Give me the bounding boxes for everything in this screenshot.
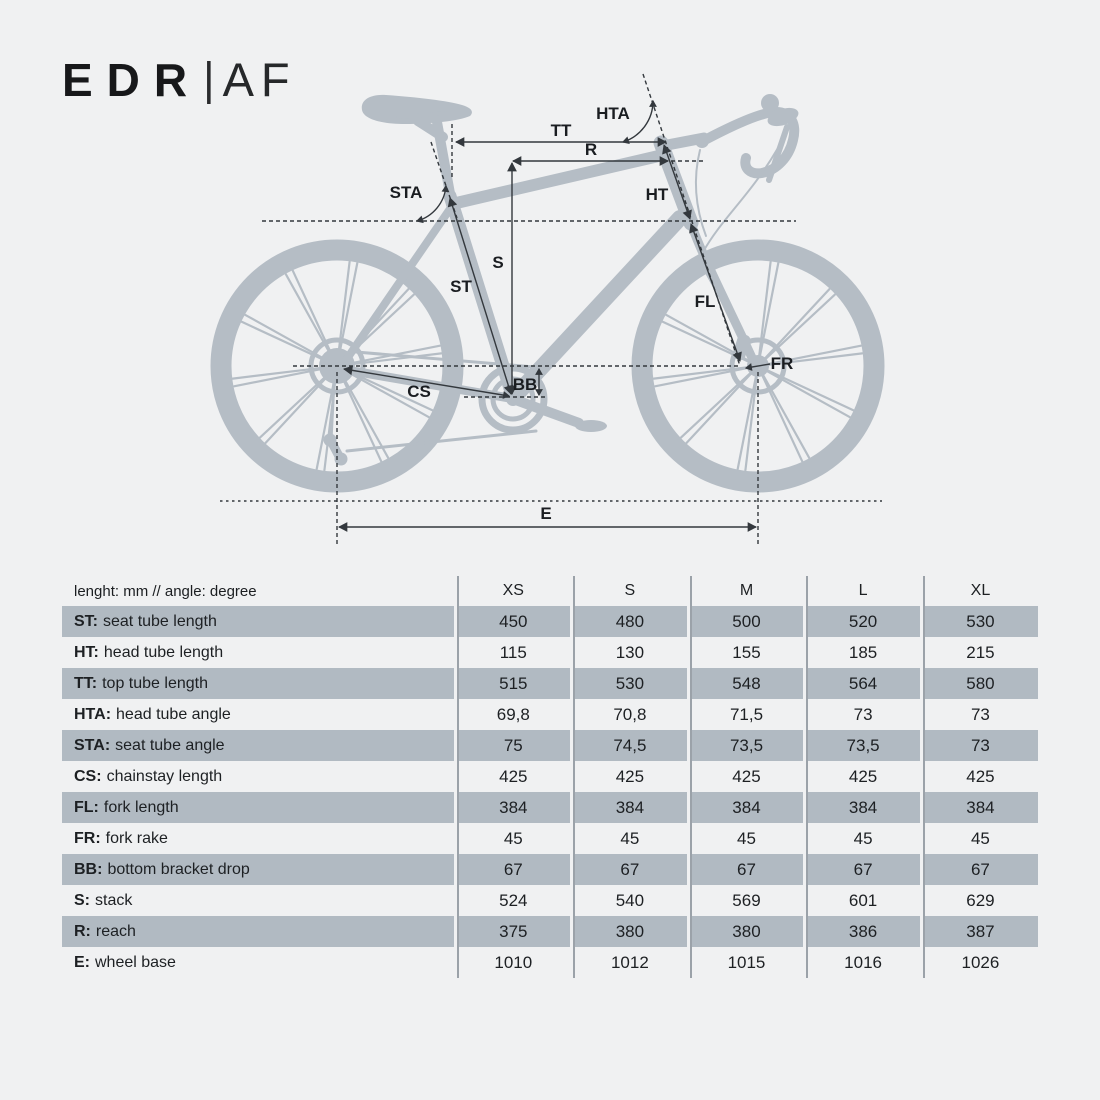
- spec-value: 500: [688, 606, 805, 637]
- label-fr: FR: [770, 354, 794, 373]
- spec-abbr: CS:: [74, 767, 102, 785]
- spec-desc: fork length: [103, 798, 179, 816]
- hood-top: [761, 94, 779, 112]
- spec-row-bb: [62, 854, 1038, 885]
- spec-abbr: FR:: [74, 829, 101, 847]
- spec-row-r: [62, 916, 1038, 947]
- spec-abbr: ST:: [74, 612, 98, 630]
- spec-value: 580: [921, 668, 1038, 699]
- label-st: ST: [450, 277, 472, 296]
- spec-value: 380: [572, 916, 689, 947]
- spec-value: 1026: [921, 947, 1038, 978]
- spec-row-fr: [62, 823, 1038, 854]
- spec-value: 564: [805, 668, 922, 699]
- label-bb: BB: [512, 375, 538, 394]
- spec-value: 384: [572, 792, 689, 823]
- spec-row-fl: [62, 792, 1038, 823]
- spec-desc: bottom bracket drop: [107, 860, 250, 878]
- spec-value: 515: [455, 668, 572, 699]
- spec-value: 425: [688, 761, 805, 792]
- label-e: E: [540, 504, 552, 523]
- table-header-row: [62, 576, 1038, 606]
- spec-row-e: [62, 947, 1038, 978]
- spec-value: 530: [921, 606, 1038, 637]
- spec-value: 548: [688, 668, 805, 699]
- label-sta: STA: [389, 183, 423, 202]
- spec-value: 1012: [572, 947, 689, 978]
- label-hta: HTA: [596, 104, 630, 123]
- spec-value: 569: [688, 885, 805, 916]
- spec-abbr: BB:: [74, 860, 103, 878]
- spec-value: 71,5: [688, 699, 805, 730]
- spec-abbr: FL:: [74, 798, 99, 816]
- spec-value: 384: [805, 792, 922, 823]
- spec-row-hta: [62, 699, 1038, 730]
- spec-value: 67: [455, 854, 572, 885]
- spec-desc: seat tube angle: [115, 736, 225, 754]
- model-name: AF: [222, 53, 297, 106]
- label-fl: FL: [694, 292, 716, 311]
- seatstay: [344, 206, 452, 363]
- spec-value: 45: [455, 823, 572, 854]
- spec-value: 425: [921, 761, 1038, 792]
- spec-abbr: R:: [74, 922, 91, 940]
- spec-value: 601: [805, 885, 922, 916]
- spec-value: 67: [921, 854, 1038, 885]
- pedal: [575, 420, 607, 432]
- spec-desc: seat tube length: [103, 612, 217, 630]
- brand-name: EDR: [62, 53, 202, 106]
- spec-value: 73: [921, 730, 1038, 761]
- spec-value: 387: [921, 916, 1038, 947]
- spec-value: 386: [805, 916, 922, 947]
- spec-abbr: HTA:: [74, 705, 112, 723]
- spec-value: 115: [455, 637, 572, 668]
- spec-abbr: E:: [74, 953, 90, 971]
- spec-row-sta: [62, 730, 1038, 761]
- spec-value: 380: [688, 916, 805, 947]
- spec-value: 45: [805, 823, 922, 854]
- spec-desc: head tube angle: [116, 705, 231, 723]
- spec-value: 520: [805, 606, 922, 637]
- label-r: R: [584, 140, 598, 159]
- spec-value: 1010: [455, 947, 572, 978]
- spec-value: 540: [572, 885, 689, 916]
- spec-value: 73,5: [688, 730, 805, 761]
- spec-row-ht: [62, 637, 1038, 668]
- geometry-table: [62, 576, 1038, 978]
- spec-value: 130: [572, 637, 689, 668]
- spec-value: 67: [805, 854, 922, 885]
- spec-desc: head tube length: [103, 643, 224, 661]
- spec-value: 74,5: [572, 730, 689, 761]
- spec-desc: top tube length: [102, 674, 208, 692]
- spec-value: 530: [572, 668, 689, 699]
- spec-desc: chainstay length: [106, 767, 223, 785]
- handlebar: [662, 94, 801, 252]
- spec-abbr: S:: [74, 891, 90, 909]
- size-header-m: M: [688, 576, 805, 606]
- label-ht: HT: [645, 185, 669, 204]
- bike-silhouette: [221, 94, 874, 482]
- spec-row-s: [62, 885, 1038, 916]
- spec-value: 67: [572, 854, 689, 885]
- label-cs: CS: [407, 382, 431, 401]
- spec-value: 75: [455, 730, 572, 761]
- spec-abbr: TT:: [74, 674, 98, 692]
- spec-value: 524: [455, 885, 572, 916]
- spec-value: 384: [455, 792, 572, 823]
- spec-row-tt: [62, 668, 1038, 699]
- label-tt: TT: [550, 121, 572, 140]
- spec-value: 375: [455, 916, 572, 947]
- spec-value: 450: [455, 606, 572, 637]
- spec-value: 185: [805, 637, 922, 668]
- spec-desc: stack: [95, 891, 133, 909]
- spec-value: 1015: [688, 947, 805, 978]
- spec-desc: fork rake: [105, 829, 168, 847]
- spec-value: 155: [688, 637, 805, 668]
- spec-value: 384: [688, 792, 805, 823]
- spec-desc: wheel base: [95, 953, 176, 971]
- logo-separator: |: [203, 53, 215, 105]
- spec-value: 629: [921, 885, 1038, 916]
- spec-value: 425: [805, 761, 922, 792]
- unit-header: lenght: mm // angle: degree: [74, 582, 257, 600]
- spec-row-cs: [62, 761, 1038, 792]
- spec-value: 215: [921, 637, 1038, 668]
- size-header-s: S: [572, 576, 689, 606]
- spec-value: 45: [688, 823, 805, 854]
- spec-row-st: [62, 606, 1038, 637]
- spec-value: 73,5: [805, 730, 922, 761]
- spec-value: 70,8: [572, 699, 689, 730]
- spec-value: 1016: [805, 947, 922, 978]
- top-tube: [452, 155, 663, 204]
- size-header-xl: XL: [921, 576, 1038, 606]
- label-s: S: [492, 253, 504, 272]
- spec-value: 45: [572, 823, 689, 854]
- spec-value: 384: [921, 792, 1038, 823]
- spec-abbr: STA:: [74, 736, 111, 754]
- spec-value: 73: [921, 699, 1038, 730]
- size-header-xs: XS: [455, 576, 572, 606]
- spec-value: 480: [572, 606, 689, 637]
- spec-value: 425: [572, 761, 689, 792]
- spec-value: 45: [921, 823, 1038, 854]
- spec-desc: reach: [95, 922, 136, 940]
- spec-value: 73: [805, 699, 922, 730]
- spec-value: 67: [688, 854, 805, 885]
- spec-value: 69,8: [455, 699, 572, 730]
- size-header-l: L: [805, 576, 922, 606]
- spec-abbr: HT:: [74, 643, 99, 661]
- spec-value: 425: [455, 761, 572, 792]
